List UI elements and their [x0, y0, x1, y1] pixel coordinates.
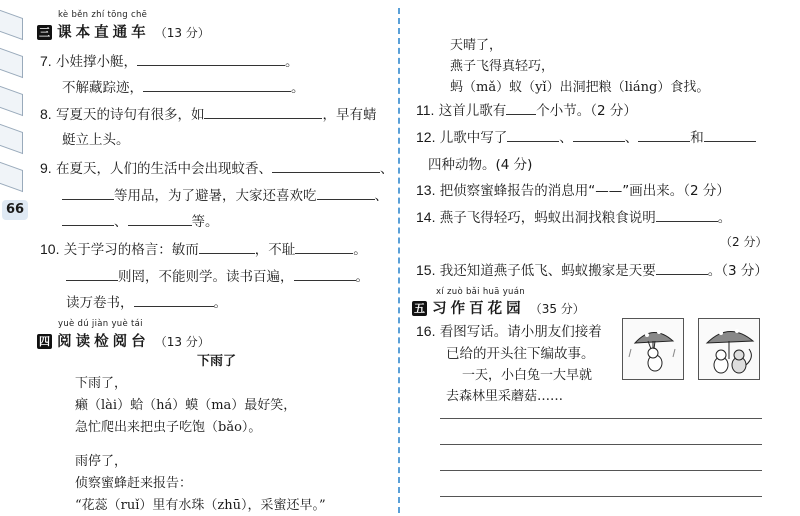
- question-16: [416, 320, 602, 340]
- section5-pinyin: xí zuò bǎi huā yuán: [436, 287, 525, 297]
- q11-text-b: 个小节。（2 分）: [536, 103, 637, 119]
- q10-text-a: 关于学习的格言：敏而: [63, 242, 199, 258]
- q12-sep: 、: [624, 130, 639, 146]
- binder-tab: [0, 48, 23, 78]
- rabbit-squirrel-umbrella-picture: [698, 318, 760, 380]
- writing-line[interactable]: [440, 418, 762, 419]
- section5-badge: 五: [414, 302, 425, 315]
- q10-text-c: 则罔，不能则学。读书百遍，: [118, 269, 294, 285]
- q7-blank-1[interactable]: [137, 51, 285, 66]
- q14-end: 。: [717, 210, 732, 226]
- q9-text-a: 在夏天，人们的生活中会出现蚊香、: [55, 161, 272, 177]
- question-10-line-3: [66, 291, 227, 311]
- q9-text-b: 等用品，为了避暑，大家还喜欢吃: [114, 188, 317, 204]
- poem-line: 癞（lài）蛤（há）蟆（ma）最好笑，: [75, 398, 297, 413]
- q11-blank[interactable]: [506, 100, 536, 115]
- q10-blank-5[interactable]: [134, 292, 214, 307]
- q12-text-b: 四种动物。(4 分): [428, 157, 533, 173]
- section5-score: （35 分）: [529, 302, 585, 316]
- poem-line: 侦察蜜蜂赶来报告：: [75, 476, 193, 491]
- question-9: [40, 157, 393, 177]
- q8-text-a: 写夏天的诗句有很多，如: [55, 107, 205, 123]
- q12-text-a: 儿歌中写了: [439, 130, 508, 146]
- q8-text-c: 蜓立上头。: [62, 132, 130, 148]
- q16-story-start-2: 去森林里采蘑菇……: [446, 389, 564, 404]
- q12-blank-3[interactable]: [638, 127, 690, 142]
- rabbit-umbrella-picture: [622, 318, 684, 380]
- q10-text-d: 读万卷书，: [66, 295, 134, 311]
- q7-end-a: 。: [284, 54, 299, 70]
- question-13: [416, 179, 730, 199]
- poem-line: 蚂（mǎ）蚁（yǐ）出洞把粮（liáng）食找。: [450, 80, 710, 95]
- question-12: [416, 126, 756, 146]
- q10-blank-3[interactable]: [66, 266, 118, 281]
- q15-number: 15.: [416, 262, 436, 278]
- question-11: [416, 99, 637, 119]
- question-15: [416, 259, 768, 279]
- q9-sep-2: 、: [374, 188, 388, 204]
- q9-blank-5[interactable]: [128, 211, 192, 226]
- q10-end-b: 。: [353, 242, 367, 258]
- q16-text-a: 看图写话。请小朋友们接着: [439, 324, 602, 340]
- q9-sep-1: 、: [379, 161, 394, 177]
- q13-text: 把侦察蜜蜂报告的消息用“——”画出来。（2 分）: [439, 183, 730, 199]
- section3-title: 课本直通车: [57, 25, 150, 41]
- q8-number: 8.: [40, 106, 52, 122]
- question-7: [40, 50, 298, 70]
- q7-end-b: 。: [291, 80, 305, 96]
- question-14: [416, 206, 731, 226]
- section3-badge: 三: [39, 26, 50, 39]
- section4-score: （13 分）: [154, 335, 210, 349]
- writing-line[interactable]: [440, 470, 762, 471]
- poem-line: 燕子飞得真轻巧，: [450, 59, 555, 74]
- q10-blank-1[interactable]: [199, 239, 255, 254]
- section4-header: [37, 330, 210, 351]
- poem-line: 天晴了，: [450, 38, 503, 53]
- page-number: 66: [2, 200, 28, 220]
- q14-number: 14.: [416, 209, 436, 225]
- writing-line[interactable]: [440, 444, 762, 445]
- q12-blank-1[interactable]: [507, 127, 559, 142]
- poem-line: “花蕊（ruǐ）里有水珠（zhū），采蜜还早。”: [75, 498, 326, 513]
- q15-text: 我还知道燕子低飞、蚂蚁搬家是天要: [439, 263, 656, 279]
- q16-number: 16.: [416, 323, 436, 339]
- q13-number: 13.: [416, 182, 436, 198]
- section5-header: [412, 297, 585, 318]
- q15-blank[interactable]: [656, 260, 708, 275]
- question-7-line-2: [62, 76, 305, 96]
- section4-pinyin: yuè dú jiàn yuè tái: [58, 319, 143, 329]
- section5-title: 习作百花园: [432, 301, 525, 317]
- poem-line: 下雨了，: [75, 376, 128, 391]
- q10-blank-2[interactable]: [295, 239, 353, 254]
- question-9-line-3: [62, 210, 219, 230]
- section3-pinyin: kè běn zhí tōng chē: [58, 10, 148, 20]
- q11-number: 11.: [416, 102, 435, 118]
- q9-blank-4[interactable]: [62, 211, 114, 226]
- mushroom-umbrella-icon: [623, 319, 683, 379]
- question-10-line-2: [66, 265, 369, 285]
- writing-line[interactable]: [440, 496, 762, 497]
- q12-blank-2[interactable]: [573, 127, 625, 142]
- q9-sep-3: 、: [114, 214, 128, 230]
- q9-blank-2[interactable]: [62, 185, 114, 200]
- q11-text-a: 这首儿歌有: [438, 103, 507, 119]
- section3-score: （13 分）: [154, 26, 210, 40]
- q9-end: 等。: [191, 214, 219, 230]
- question-9-line-2: [62, 184, 388, 204]
- q12-number: 12.: [416, 129, 436, 145]
- q9-number: 9.: [40, 160, 52, 176]
- q10-blank-4[interactable]: [294, 266, 356, 281]
- q10-text-b: ，不耻: [254, 242, 296, 258]
- q10-end-c: 。: [355, 269, 369, 285]
- q16-story-start: 一天，小白兔一大早就: [462, 368, 593, 383]
- q12-blank-4[interactable]: [704, 127, 756, 142]
- poem-line: 急忙爬出来把虫子吃饱（bǎo）。: [75, 420, 262, 435]
- q8-text-b: ，早有蜻: [322, 107, 377, 123]
- page-divider: [398, 8, 400, 513]
- binder-tab: [0, 162, 23, 192]
- binder-tab: [0, 124, 23, 154]
- q14-text: 燕子飞得轻巧，蚂蚁出洞找粮食说明: [439, 210, 656, 226]
- q8-blank[interactable]: [204, 104, 322, 119]
- binder-tab: [0, 10, 23, 40]
- q7-text-a: 小娃撑小艇，: [55, 54, 137, 70]
- q7-blank-2[interactable]: [143, 77, 291, 92]
- section3-header: [37, 21, 210, 42]
- mushroom-umbrella-icon: [699, 319, 759, 379]
- binder-tab: [0, 86, 23, 116]
- section4-badge: 四: [39, 335, 50, 348]
- q10-number: 10.: [40, 241, 60, 257]
- poem-line: 雨停了，: [75, 454, 128, 469]
- q15-end: 。（3 分）: [707, 263, 768, 279]
- q10-end-d: 。: [213, 295, 227, 311]
- q12-sep: 、: [559, 130, 573, 146]
- q14-blank[interactable]: [656, 207, 718, 222]
- q9-blank-3[interactable]: [317, 185, 375, 200]
- q9-blank-1[interactable]: [272, 158, 380, 173]
- q7-text-b: 不解藏踪迹，: [62, 80, 143, 96]
- section4-title: 阅读检阅台: [57, 334, 150, 350]
- q12-and: 和: [690, 130, 704, 146]
- poem-title: 下雨了: [197, 354, 237, 369]
- q14-score: （2 分）: [720, 235, 768, 249]
- q16-text-b: 已给的开头往下编故事。: [446, 346, 595, 362]
- q7-number: 7.: [40, 53, 52, 69]
- question-8: [40, 103, 376, 123]
- question-10: [40, 238, 367, 258]
